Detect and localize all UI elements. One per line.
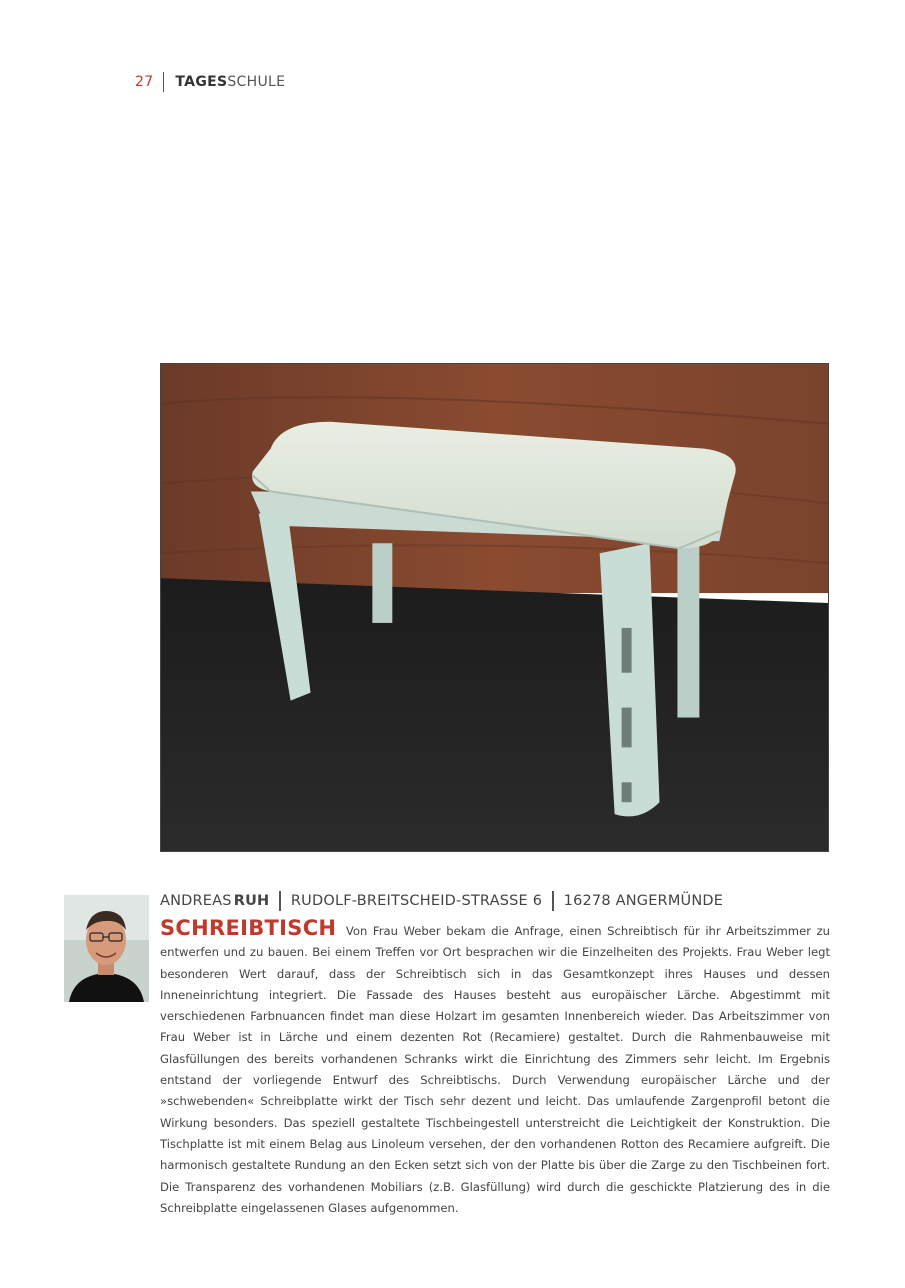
article-body bbox=[160, 918, 830, 1219]
section-title-light: SCHULE bbox=[227, 74, 286, 90]
page-number: 27 bbox=[135, 74, 154, 90]
divider bbox=[552, 891, 554, 911]
author-address-line bbox=[160, 889, 723, 913]
desk-model-photo bbox=[160, 363, 829, 852]
author-city: 16278 ANGERMÜNDE bbox=[563, 893, 724, 909]
section-title-bold: TAGES bbox=[175, 74, 228, 90]
author-portrait bbox=[64, 895, 149, 1002]
running-header bbox=[135, 72, 285, 92]
article-text: Von Frau Weber bekam die Anfrage, einen Schreibtisch für ihr Arbeitszimmer zu entwerfen und zu bauen. Bei einem Treffen vor Ort besprachen wir die Einzelheiten des Projekts. Frau Weber legt besonderen Wert darauf, dass der Schreibtisch sich in das Gesamtkonzept ihres Hauses und dessen Inneneinrichtung integriert. Die Fassade des Hauses besteht aus europäischer Lärche. Abgestimmt mit verschiedenen Farbnuancen findet man diese Holzart im gesamten Innenbereich wieder. Das Arbeitszimmer von Frau Weber ist in Lärche und einem dezenten Rot (Recamiere) gestaltet. Durch die Rahmenbauweise mit Glasfüllungen des bereits vorhandenen Schranks wirkt die Einrichtung des Zimmers sehr leicht. Im Ergebnis entstand der vorliegende Entwurf des Schreibtischs. Durch Verwendung europäischer Lärche und der »schwebenden« Schreibplatte wirkt der Tisch sehr dezent und leicht. Das umlaufende Zargenprofil betont die Wirkung besonders. Das speziell gestaltete Tischbeingestell unterstreicht die Leichtigkeit der Konstruktion. Die Tischplatte ist mit einem Belag aus Linoleum versehen, der den vorhandenen Rotton des Recamiere aufgreift. Die harmonisch gestaltete Rundung an den Ecken setzt sich von der Platte bis über die Zarge zu den Tischbeinen fort. Die Transparenz des vorhandenen Mobiliars (z.B. Glasfüllung) wird durch die geschickte Platzierung des in die Schreibplatte eingelassenen Glases aufgenommen. bbox=[160, 924, 830, 1215]
author-last-name: RUH bbox=[233, 893, 270, 909]
article-title: SCHREIBTISCH bbox=[160, 916, 337, 940]
author-street: RUDOLF-BREITSCHEID-STRASSE 6 bbox=[290, 893, 543, 909]
header-divider bbox=[163, 72, 164, 92]
divider bbox=[279, 891, 281, 911]
author-first-name: ANDREAS bbox=[160, 893, 232, 909]
